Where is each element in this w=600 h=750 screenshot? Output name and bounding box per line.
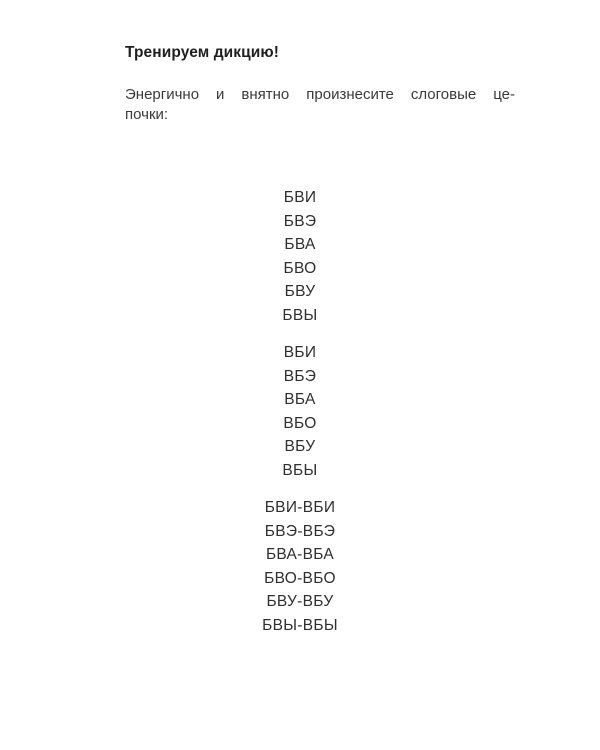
syllable-item: БВО xyxy=(283,259,317,277)
syllable-group-combined xyxy=(0,496,600,637)
syllable-item: ВБИ xyxy=(283,344,317,361)
syllable-item: БВЫ xyxy=(282,306,318,324)
syllable-item: БВЫ-ВБЫ xyxy=(262,616,338,634)
syllable-item: ВБУ xyxy=(284,438,316,455)
syllable-item: ВБЭ xyxy=(283,367,317,385)
instruction-word: це- xyxy=(493,86,515,103)
syllable-group-vb xyxy=(0,341,600,482)
instruction-text xyxy=(125,85,515,125)
syllable-group-bv xyxy=(0,186,600,327)
syllable-item: БВУ-ВБУ xyxy=(266,593,334,610)
instruction-word: произнесите xyxy=(306,86,394,103)
syllable-item: БВИ-ВБИ xyxy=(264,499,336,516)
instruction-word: Энергично xyxy=(125,86,200,103)
syllable-item: ВБЫ xyxy=(282,461,318,479)
syllable-item: БВЭ xyxy=(283,212,317,230)
syllable-item: ВБА xyxy=(284,391,316,408)
instruction-word: внятно xyxy=(241,86,290,103)
syllable-item: БВУ xyxy=(284,283,316,300)
syllable-item: ВБО xyxy=(283,414,317,432)
syllable-item: БВИ xyxy=(283,189,317,206)
syllable-item: БВО-ВБО xyxy=(264,569,336,587)
page-title: Тренируем дикцию! xyxy=(125,44,280,61)
instruction-line-1 xyxy=(125,85,515,105)
syllable-item: БВА-ВБА xyxy=(265,546,335,563)
instruction-word: и xyxy=(216,86,225,103)
syllable-item: БВЭ-ВБЭ xyxy=(264,522,336,540)
instruction-word: слоговые xyxy=(410,86,477,103)
syllable-groups xyxy=(0,186,600,637)
syllable-item: БВА xyxy=(284,236,316,253)
instruction-line-2: почки: xyxy=(125,106,169,123)
